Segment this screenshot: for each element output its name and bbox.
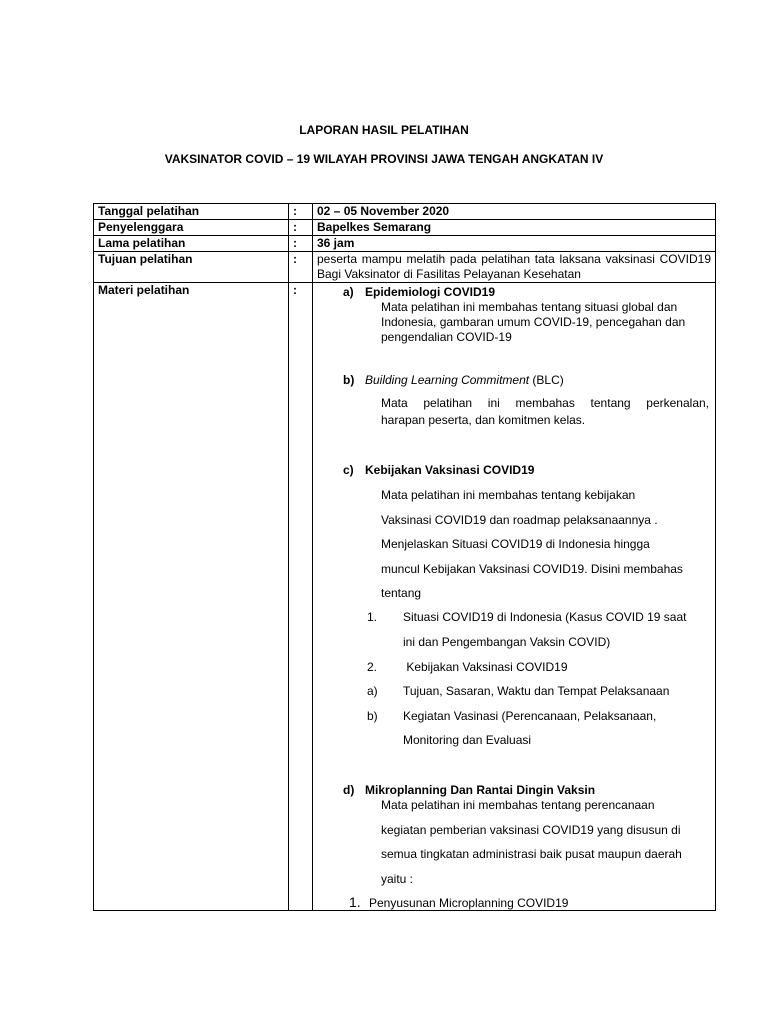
word: membahas — [515, 396, 575, 410]
item-c-line: muncul Kebijakan Vaksinasi COVID19. Disini membahas — [381, 562, 683, 576]
item-c-letter: c) — [343, 463, 354, 477]
table-row-lama — [94, 236, 716, 252]
table-row-tujuan — [94, 252, 716, 283]
item-c-sub-line: Kebijakan Vaksinasi COVID19 — [403, 660, 568, 674]
item-d-letter: d) — [343, 783, 355, 797]
item-d-heading: Mikroplanning Dan Rantai Dingin Vaksin — [365, 783, 596, 797]
item-d-line: kegiatan pemberian vaksinasi COVID19 yang disusun di — [381, 823, 681, 837]
item-c-line: Menjelaskan Situasi COVID19 di Indonesia hingga — [381, 537, 650, 551]
item-c-sub-line: Situasi COVID19 di Indonesia (Kasus COVID 19 saat — [403, 610, 687, 624]
row-value: 02 – 05 November 2020 — [313, 204, 716, 220]
item-a-heading: Epidemiologi COVID19 — [365, 285, 496, 299]
row-value: Bapelkes Semarang — [313, 220, 716, 236]
item-b-line — [381, 396, 709, 411]
item-b-letter: b) — [343, 373, 355, 387]
row-separator: : — [289, 220, 313, 236]
item-c-sub-marker: a) — [367, 684, 378, 698]
item-a-line: pengendalian COVID-19 — [381, 330, 512, 344]
item-b-line: harapan peserta, dan komitmen kelas. — [381, 413, 586, 427]
document-subtitle: VAKSINATOR COVID – 19 WILAYAH PROVINSI JAWA TENGAH ANGKATAN IV — [164, 152, 604, 166]
item-c-heading: Kebijakan Vaksinasi COVID19 — [365, 463, 535, 477]
word: pelatihan — [423, 396, 473, 410]
table-row-tanggal — [94, 204, 716, 220]
row-label: Penyelenggara — [94, 220, 289, 236]
row-separator: : — [289, 252, 313, 283]
materi-cell — [313, 283, 716, 911]
table-row-penyelenggara — [94, 220, 716, 236]
item-c-sub-line: Monitoring dan Evaluasi — [403, 733, 532, 747]
item-a-line: Mata pelatihan ini membahas tentang situasi global dan — [381, 300, 678, 314]
row-separator: : — [289, 283, 313, 911]
word: tentang — [590, 396, 631, 410]
item-c-sub-line: Tujuan, Sasaran, Waktu dan Tempat Pelaksanaan — [403, 684, 670, 698]
item-c-sub-line: ini dan Pengembangan Vaksin COVID) — [403, 635, 611, 649]
item-d-line: yaitu : — [381, 872, 414, 886]
document-title: LAPORAN HASIL PELATIHAN — [299, 123, 469, 137]
item-a-letter: a) — [343, 285, 354, 299]
item-a-line: Indonesia, gambaran umum COVID-19, pencegahan dan — [381, 315, 686, 329]
word: perkenalan, — [646, 396, 709, 410]
row-label: Materi pelatihan — [94, 283, 289, 911]
word: Mata — [381, 396, 408, 410]
item-c-line: tentang — [381, 586, 422, 600]
row-label: Lama pelatihan — [94, 236, 289, 252]
table-row-materi — [94, 283, 716, 911]
item-b-heading-rest: (BLC) — [529, 373, 564, 387]
row-label: Tanggal pelatihan — [94, 204, 289, 220]
item-d-line: Mata pelatihan ini membahas tentang perencanaan — [381, 798, 655, 812]
item-d-sub-marker: 1. — [349, 894, 361, 910]
row-separator: : — [289, 204, 313, 220]
item-b-heading — [365, 373, 564, 388]
word: ini — [487, 396, 500, 410]
row-value: 36 jam — [313, 236, 716, 252]
row-value: peserta mampu melatih pada pelatihan tata laksana vaksinasi COVID19 Bagi Vaksinator di Fasilitas Pelayanan Kesehatan — [313, 252, 716, 283]
item-d-sub-line: Penyusunan Microplanning COVID19 — [369, 896, 569, 910]
item-b-heading-italic: Building Learning Commitment — [365, 373, 530, 387]
item-d-line: semua tingkatan administrasi baik pusat maupun daerah — [381, 847, 682, 861]
item-c-line: Mata pelatihan ini membahas tentang kebijakan — [381, 488, 636, 502]
row-separator: : — [289, 236, 313, 252]
training-info-table — [93, 203, 716, 911]
item-c-sub-marker: 1. — [367, 610, 378, 624]
item-c-sub-marker: 2. — [367, 660, 378, 674]
materi-content — [313, 283, 715, 910]
row-label: Tujuan pelatihan — [94, 252, 289, 283]
item-c-sub-line: Kegiatan Vasinasi (Perencanaan, Pelaksanaan, — [403, 709, 657, 723]
item-c-sub-marker: b) — [367, 709, 378, 723]
item-c-line: Vaksinasi COVID19 dan roadmap pelaksanaannya . — [381, 513, 658, 527]
